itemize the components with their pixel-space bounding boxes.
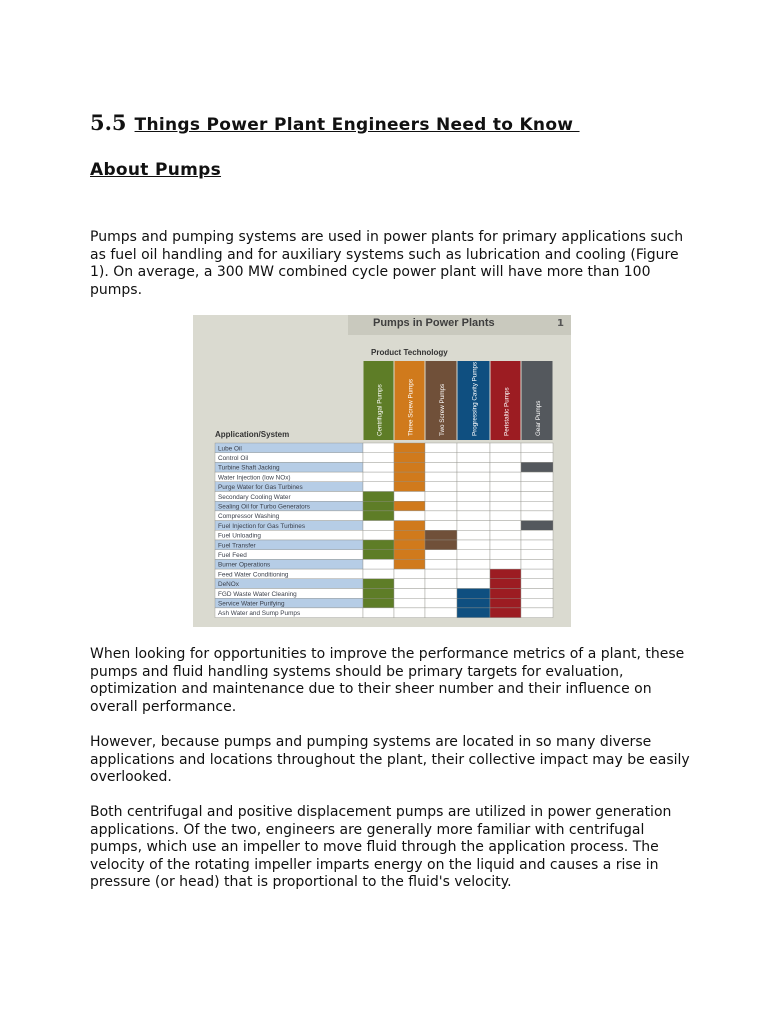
matrix-cell-filled bbox=[363, 511, 394, 521]
matrix-cell-filled bbox=[363, 598, 394, 608]
matrix-cell-empty bbox=[521, 589, 553, 599]
row-label: Water Injection (low NOx) bbox=[218, 474, 291, 482]
matrix-cell-empty bbox=[457, 540, 490, 550]
matrix-cell-empty bbox=[394, 511, 425, 521]
matrix-cell-empty bbox=[425, 550, 457, 560]
columns-header: Product Technology bbox=[371, 348, 448, 357]
matrix-cell-filled bbox=[394, 559, 425, 569]
matrix-cell-filled bbox=[394, 540, 425, 550]
matrix-cell-empty bbox=[490, 443, 521, 453]
matrix-cell-empty bbox=[363, 462, 394, 472]
row-label: Ash Water and Sump Pumps bbox=[218, 610, 301, 618]
matrix-cell-empty bbox=[490, 511, 521, 521]
matrix-cell-empty bbox=[363, 608, 394, 618]
matrix-cell-empty bbox=[425, 598, 457, 608]
matrix-cell-empty bbox=[394, 492, 425, 502]
matrix-cell-empty bbox=[521, 608, 553, 618]
row-label: Turbine Shaft Jacking bbox=[218, 464, 280, 472]
paragraph-opportunities: When looking for opportunities to improve the performance metrics of a plant, these pumps and fluid handling systems should be primary targets for evaluation, optimization and maintenance due to their sheer number and their influence on overall performance. bbox=[90, 646, 685, 715]
matrix-cell-empty bbox=[457, 453, 490, 463]
matrix-cell-empty bbox=[363, 569, 394, 579]
matrix-cell-filled bbox=[425, 530, 457, 540]
matrix-cell-empty bbox=[425, 462, 457, 472]
matrix-cell-filled bbox=[394, 472, 425, 482]
matrix-cell-empty bbox=[490, 492, 521, 502]
row-label: Fuel Transfer bbox=[218, 542, 256, 550]
matrix-cell-empty bbox=[457, 579, 490, 589]
matrix-cell-empty bbox=[457, 492, 490, 502]
matrix-cell-empty bbox=[521, 453, 553, 463]
paragraph-centrifugal: Both centrifugal and positive displacement pumps are utilized in power generation applications. Of the two, engineers are generally more familiar with centrifugal pumps, which use an impeller to move fluid through the application process. The velocity of the rotating impeller imparts energy on the liquid and causes a rise in pressure (or head) that is proportional to the fluid's velocity. bbox=[90, 804, 672, 891]
matrix-cell-empty bbox=[521, 550, 553, 560]
matrix-cell-empty bbox=[521, 492, 553, 502]
matrix-cell-empty bbox=[521, 443, 553, 453]
matrix-cell-empty bbox=[425, 589, 457, 599]
matrix-cell-empty bbox=[363, 559, 394, 569]
matrix-cell-empty bbox=[490, 472, 521, 482]
matrix-cell-empty bbox=[457, 501, 490, 511]
matrix-cell-empty bbox=[457, 511, 490, 521]
matrix-cell-empty bbox=[490, 482, 521, 492]
matrix-cell-empty bbox=[490, 550, 521, 560]
matrix-cell-filled bbox=[521, 521, 553, 531]
matrix-cell-empty bbox=[425, 501, 457, 511]
matrix-cell-empty bbox=[425, 511, 457, 521]
matrix-cell-empty bbox=[521, 540, 553, 550]
matrix-cell-filled bbox=[490, 589, 521, 599]
pump-matrix-chart bbox=[193, 315, 571, 627]
matrix-cell-empty bbox=[363, 443, 394, 453]
matrix-cell-empty bbox=[425, 569, 457, 579]
row-label: Service Water Purifying bbox=[218, 600, 285, 608]
figure-pumps-in-power-plants bbox=[193, 315, 571, 627]
matrix-cell-filled bbox=[363, 492, 394, 502]
row-label: Fuel Injection for Gas Turbines bbox=[218, 522, 306, 530]
row-label: Control Oil bbox=[218, 455, 249, 462]
matrix-cell-empty bbox=[521, 569, 553, 579]
matrix-cell-empty bbox=[363, 530, 394, 540]
matrix-cell-empty bbox=[490, 501, 521, 511]
matrix-cell-filled bbox=[490, 598, 521, 608]
row-label: Compressor Washing bbox=[218, 513, 280, 521]
section-heading-line1 bbox=[90, 110, 580, 135]
matrix-cell-empty bbox=[521, 511, 553, 521]
row-label: Sealing Oil for Turbo Generators bbox=[218, 503, 310, 511]
row-label: Burner Operations bbox=[218, 561, 271, 569]
matrix-cell-empty bbox=[521, 530, 553, 540]
matrix-cell-empty bbox=[457, 472, 490, 482]
matrix-cell-filled bbox=[457, 598, 490, 608]
matrix-cell-empty bbox=[490, 462, 521, 472]
matrix-cell-filled bbox=[363, 540, 394, 550]
matrix-cell-empty bbox=[425, 559, 457, 569]
figure-number: 1 bbox=[557, 318, 564, 329]
matrix-cell-filled bbox=[394, 550, 425, 560]
matrix-cell-filled bbox=[394, 501, 425, 511]
matrix-cell-filled bbox=[425, 540, 457, 550]
matrix-cell-empty bbox=[490, 453, 521, 463]
column-label: Two Screw Pumps bbox=[439, 383, 446, 436]
column-label: Centrifugal Pumps bbox=[376, 384, 384, 436]
matrix-cell-empty bbox=[457, 482, 490, 492]
row-label: DeNOx bbox=[218, 581, 239, 589]
paragraph-overlooked: However, because pumps and pumping systems are located in so many diverse applications and locations throughout the plant, their collective impact may be easily overlooked. bbox=[90, 734, 690, 786]
row-label: Feed Water Conditioning bbox=[218, 571, 289, 579]
matrix-cell-empty bbox=[521, 559, 553, 569]
matrix-cell-filled bbox=[457, 589, 490, 599]
matrix-cell-filled bbox=[521, 462, 553, 472]
matrix-cell-empty bbox=[425, 472, 457, 482]
matrix-cell-empty bbox=[490, 521, 521, 531]
matrix-cell-filled bbox=[394, 462, 425, 472]
column-label: Gear Pumps bbox=[535, 400, 542, 436]
matrix-cell-filled bbox=[363, 579, 394, 589]
matrix-cell-empty bbox=[457, 521, 490, 531]
matrix-cell-empty bbox=[363, 482, 394, 492]
matrix-cell-filled bbox=[394, 530, 425, 540]
row-label: Purge Water for Gas Turbines bbox=[218, 484, 303, 492]
section-number: 5.5 bbox=[90, 110, 127, 135]
matrix-cell-empty bbox=[394, 579, 425, 589]
column-label: Progressing Cavity Pumps bbox=[471, 361, 479, 436]
matrix-cell-empty bbox=[521, 501, 553, 511]
paragraph-intro: Pumps and pumping systems are used in power plants for primary applications such as fuel oil handling and for auxiliary systems such as lubrication and cooling (Figure 1). On average, a 300 MW combined cycle power plant will have more than 100 pumps. bbox=[90, 229, 684, 298]
row-label: FGD Waste Water Cleaning bbox=[218, 590, 297, 598]
matrix-cell-empty bbox=[521, 482, 553, 492]
matrix-cell-filled bbox=[394, 453, 425, 463]
matrix-cell-empty bbox=[394, 598, 425, 608]
matrix-cell-empty bbox=[394, 569, 425, 579]
matrix-cell-empty bbox=[425, 608, 457, 618]
row-label: Lube Oil bbox=[218, 445, 242, 453]
matrix-cell-empty bbox=[490, 559, 521, 569]
matrix-cell-filled bbox=[363, 501, 394, 511]
matrix-cell-filled bbox=[457, 608, 490, 618]
matrix-cell-empty bbox=[425, 579, 457, 589]
matrix-cell-empty bbox=[457, 462, 490, 472]
matrix-cell-filled bbox=[363, 550, 394, 560]
matrix-cell-empty bbox=[425, 453, 457, 463]
section-title: Things Power Plant Engineers Need to Know bbox=[134, 115, 580, 135]
matrix-cell-empty bbox=[521, 598, 553, 608]
rows-header: Application/System bbox=[215, 430, 290, 439]
matrix-cell-empty bbox=[394, 608, 425, 618]
matrix-cell-filled bbox=[394, 521, 425, 531]
matrix-cell-empty bbox=[457, 569, 490, 579]
matrix-cell-filled bbox=[490, 608, 521, 618]
matrix-cell-empty bbox=[490, 530, 521, 540]
row-label: Secondary Cooling Water bbox=[218, 493, 291, 501]
matrix-cell-empty bbox=[425, 521, 457, 531]
matrix-cell-empty bbox=[425, 482, 457, 492]
matrix-cell-empty bbox=[457, 443, 490, 453]
matrix-cell-empty bbox=[490, 540, 521, 550]
matrix-cell-filled bbox=[363, 589, 394, 599]
column-label: Three Screw Pumps bbox=[407, 378, 415, 436]
matrix-cell-empty bbox=[425, 443, 457, 453]
matrix-cell-empty bbox=[457, 530, 490, 540]
figure-title: Pumps in Power Plants bbox=[373, 317, 495, 329]
matrix-cell-empty bbox=[457, 559, 490, 569]
row-label: Fuel Feed bbox=[218, 552, 247, 559]
matrix-cell-empty bbox=[363, 521, 394, 531]
matrix-cell-filled bbox=[490, 569, 521, 579]
matrix-cell-empty bbox=[521, 579, 553, 589]
matrix-cell-empty bbox=[394, 589, 425, 599]
matrix-cell-empty bbox=[363, 472, 394, 482]
row-label: Fuel Unloading bbox=[218, 532, 261, 540]
matrix-cell-empty bbox=[363, 453, 394, 463]
column-label: Peristaltic Pumps bbox=[503, 387, 511, 436]
matrix-cell-filled bbox=[394, 482, 425, 492]
matrix-cell-filled bbox=[490, 579, 521, 589]
matrix-cell-empty bbox=[425, 492, 457, 502]
matrix-cell-empty bbox=[521, 472, 553, 482]
section-title-continued: About Pumps bbox=[90, 160, 222, 180]
matrix-cell-empty bbox=[457, 550, 490, 560]
matrix-cell-filled bbox=[394, 443, 425, 453]
